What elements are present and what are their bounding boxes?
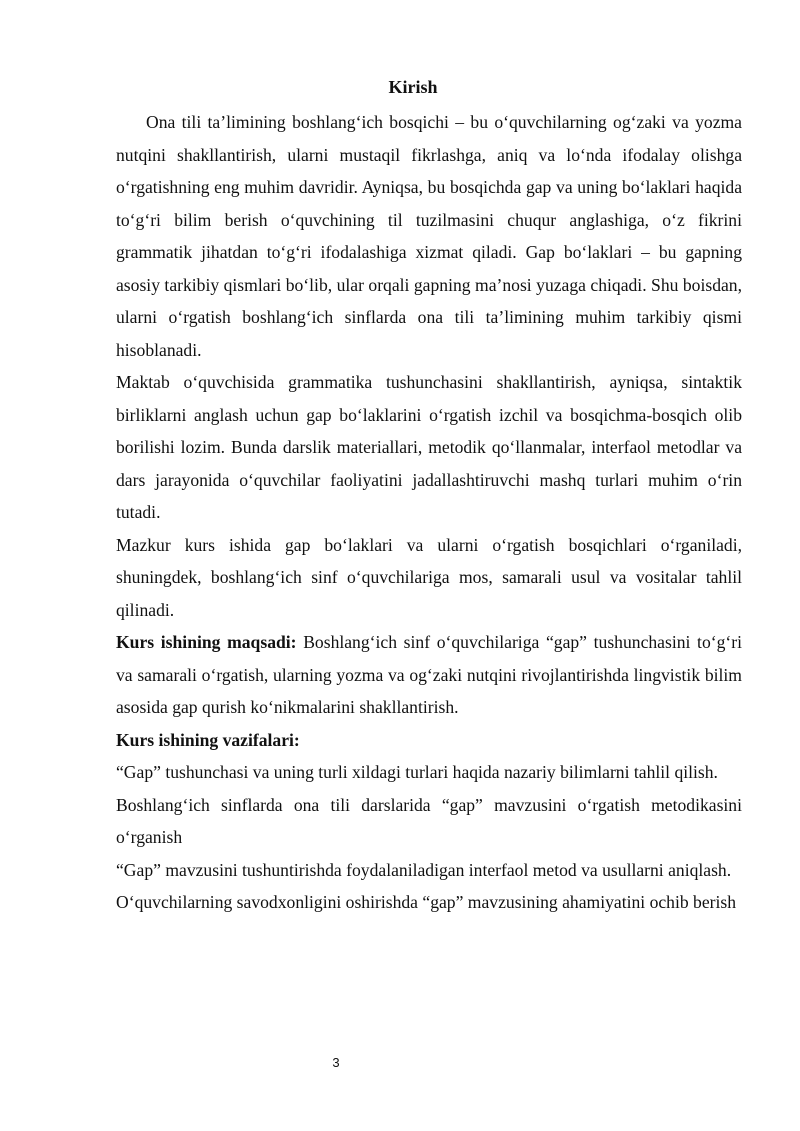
goal-paragraph bbox=[116, 626, 742, 724]
intro-paragraph: Ona tili ta’limining boshlang‘ich bosqichi – bu o‘quvchilarning og‘zaki va yozma nutqini shakllantirish, ularni mustaqil fikrlashga, aniq va lo‘nda ifodalay olishga o‘rgatishning eng muhim davridir. Ayniqsa, bu bosqichda gap va uning bo‘laklari haqida to‘g‘ri bilim berish o‘quvchining til tuzilmasini chuqur anglashiga, o‘z fikrini grammatik jihatdan to‘g‘ri ifodalashiga xizmat qiladi. Gap bo‘laklari – bu gapning asosiy tarkibiy qismlari bo‘lib, ular orqali gapning ma’nosi yuzaga chiqadi. Shu boisdan, ularni o‘rgatish boshlang‘ich sinflarda ona tili ta’limining muhim tarkibiy qismi hisoblanadi. bbox=[116, 112, 742, 360]
scope-paragraph: Mazkur kurs ishida gap bo‘laklari va ularni o‘rgatish bosqichlari o‘rganiladi, shuningdek, boshlang‘ich sinf o‘quvchilariga mos, samarali usul va vositalar tahlil qilinadi. bbox=[116, 534, 742, 620]
task-item: O‘quvchilarning savodxonligini oshirishda “gap” mavzusining ahamiyatini ochib berish bbox=[116, 892, 737, 912]
goal-label: Kurs ishining maqsadi: bbox=[116, 632, 297, 652]
page-title: Kirish bbox=[388, 77, 438, 97]
page-number: 3 bbox=[332, 1055, 340, 1070]
tasks-heading: Kurs ishining vazifalari: bbox=[116, 729, 300, 750]
task-item: “Gap” mavzusini tushuntirishda foydalaniladigan interfaol metod va usullarni aniqlash. bbox=[116, 859, 732, 880]
goal-text: Boshlang‘ich sinf o‘quvchilariga “gap” tushunchasini to‘g‘ri va samarali o‘rgatish, ularning yozma va og‘zaki nutqini rivojlantirishda lingvistik bilim asosida gap qurish ko‘nikmalarini shakllantirish. bbox=[116, 632, 743, 717]
body-text bbox=[116, 106, 742, 919]
task-item: Boshlang‘ich sinflarda ona tili darslarida “gap” mavzusini o‘rgatish metodikasini o‘rganish bbox=[116, 794, 742, 847]
task-item: “Gap” tushunchasi va uning turli xildagi turlari haqida nazariy bilimlarni tahlil qilish. bbox=[116, 762, 718, 782]
method-paragraph: Maktab o‘quvchisida grammatika tushunchasini shakllantirish, ayniqsa, sintaktik birliklarni anglash uchun gap bo‘laklarini o‘rgatish izchil va bosqichma-bosqich olib borilishi lozim. Bunda darslik materiallari, metodik qo‘llanmalar, interfaol metodlar va dars jarayonida o‘quvchilar faoliyatini jadallashtiruvchi mashq turlari muhim o‘rin tutadi. bbox=[116, 372, 742, 522]
